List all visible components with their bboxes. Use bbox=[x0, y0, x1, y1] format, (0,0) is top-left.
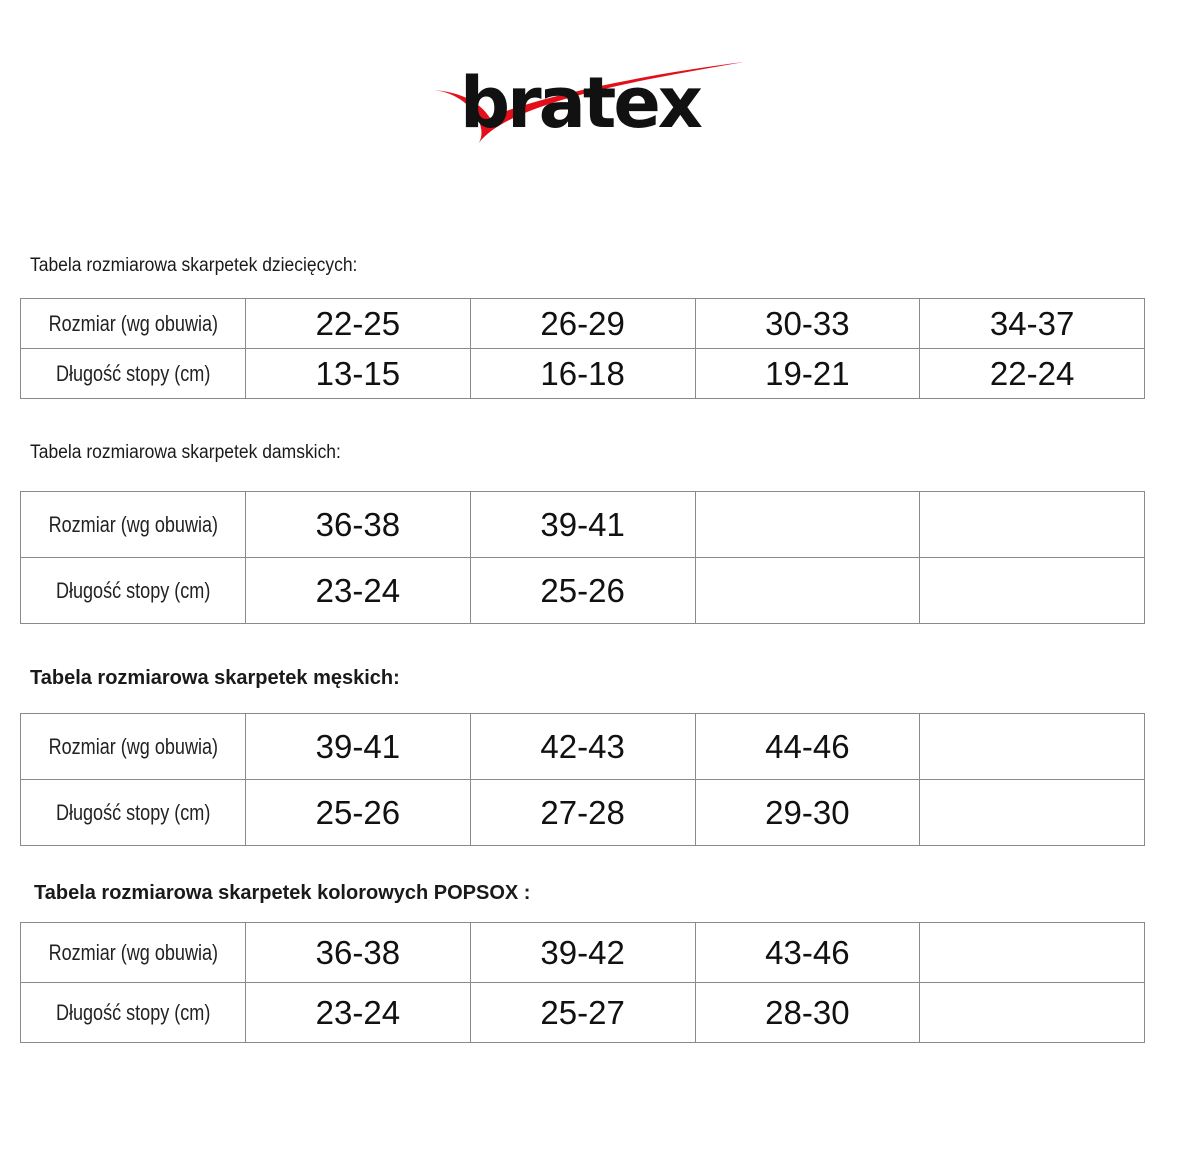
length-cell bbox=[920, 983, 1145, 1043]
table-row-size bbox=[21, 492, 1145, 558]
length-cell: 23-24 bbox=[246, 558, 471, 624]
row-label-length: Długość stopy (cm) bbox=[21, 983, 246, 1043]
row-label-size: Rozmiar (wg obuwia) bbox=[21, 299, 246, 349]
length-cell: 16-18 bbox=[470, 349, 695, 399]
row-label-size: Rozmiar (wg obuwia) bbox=[21, 714, 246, 780]
size-cell: 44-46 bbox=[695, 714, 920, 780]
size-cell: 39-41 bbox=[470, 492, 695, 558]
size-cell: 39-42 bbox=[470, 923, 695, 983]
length-cell: 27-28 bbox=[470, 780, 695, 846]
row-label-size: Rozmiar (wg obuwia) bbox=[21, 923, 246, 983]
size-cell: 36-38 bbox=[246, 923, 471, 983]
brand-logo bbox=[430, 58, 748, 158]
row-label-size: Rozmiar (wg obuwia) bbox=[21, 492, 246, 558]
size-cell: 36-38 bbox=[246, 492, 471, 558]
length-cell: 29-30 bbox=[695, 780, 920, 846]
row-label-length: Długość stopy (cm) bbox=[21, 780, 246, 846]
table-title-children: Tabela rozmiarowa skarpetek dziecięcych: bbox=[30, 255, 358, 276]
row-label-length: Długość stopy (cm) bbox=[21, 558, 246, 624]
size-table-children bbox=[20, 298, 1145, 399]
size-table-men bbox=[20, 713, 1145, 846]
table-title-men: Tabela rozmiarowa skarpetek męskich: bbox=[30, 667, 400, 689]
size-table-popsox bbox=[20, 922, 1145, 1043]
row-label-length: Długość stopy (cm) bbox=[21, 349, 246, 399]
size-cell bbox=[920, 492, 1145, 558]
length-cell: 25-26 bbox=[470, 558, 695, 624]
length-cell: 19-21 bbox=[695, 349, 920, 399]
size-cell bbox=[920, 714, 1145, 780]
table-title-women: Tabela rozmiarowa skarpetek damskich: bbox=[30, 442, 341, 463]
size-cell: 34-37 bbox=[920, 299, 1145, 349]
size-table-women bbox=[20, 491, 1145, 624]
size-cell: 42-43 bbox=[470, 714, 695, 780]
table-row-length bbox=[21, 349, 1145, 399]
table-row-size bbox=[21, 923, 1145, 983]
table-row-length bbox=[21, 780, 1145, 846]
length-cell bbox=[920, 780, 1145, 846]
size-cell: 22-25 bbox=[246, 299, 471, 349]
brand-wordmark: bratex bbox=[460, 62, 700, 144]
size-cell: 26-29 bbox=[470, 299, 695, 349]
table-row-length bbox=[21, 983, 1145, 1043]
table-row-length bbox=[21, 558, 1145, 624]
table-row-size bbox=[21, 714, 1145, 780]
table-title-popsox: Tabela rozmiarowa skarpetek kolorowych POPSOX : bbox=[34, 882, 531, 904]
length-cell: 25-27 bbox=[470, 983, 695, 1043]
length-cell bbox=[695, 558, 920, 624]
size-cell: 43-46 bbox=[695, 923, 920, 983]
table-row-size bbox=[21, 299, 1145, 349]
size-cell: 39-41 bbox=[246, 714, 471, 780]
length-cell bbox=[920, 558, 1145, 624]
size-cell: 30-33 bbox=[695, 299, 920, 349]
length-cell: 13-15 bbox=[246, 349, 471, 399]
size-cell bbox=[695, 492, 920, 558]
length-cell: 28-30 bbox=[695, 983, 920, 1043]
length-cell: 22-24 bbox=[920, 349, 1145, 399]
length-cell: 25-26 bbox=[246, 780, 471, 846]
length-cell: 23-24 bbox=[246, 983, 471, 1043]
size-cell bbox=[920, 923, 1145, 983]
